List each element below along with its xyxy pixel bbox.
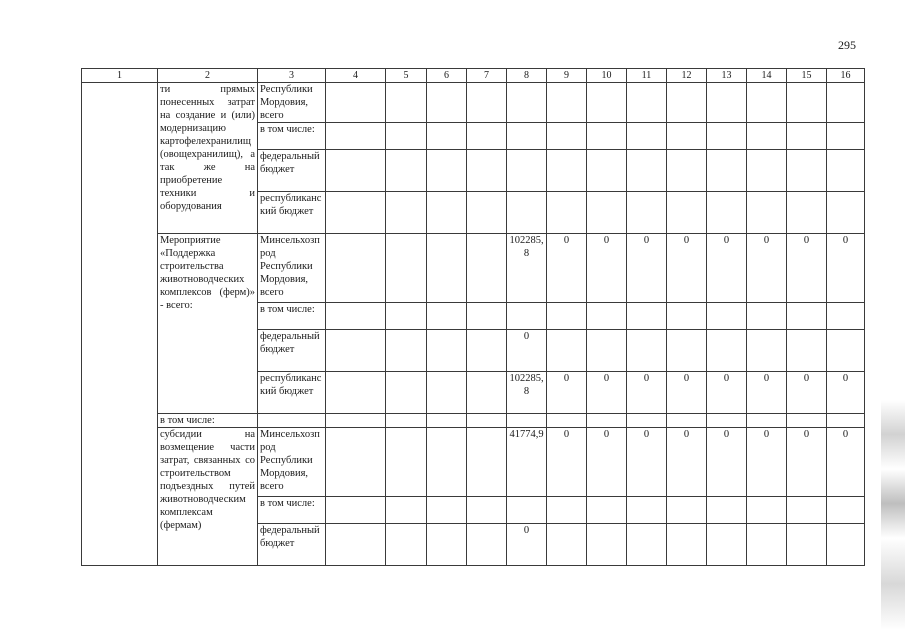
value-cell: 0 [707,372,747,414]
value-cell: 0 [587,234,627,303]
col1-empty-cell [82,83,158,566]
table-row [82,428,865,497]
col-header-7: 7 [467,69,507,83]
table-row [82,83,865,123]
value-cell: 0 [827,234,865,303]
col-header-5: 5 [386,69,427,83]
funding-source: в том числе: [258,303,326,330]
value-cell: 0 [787,428,827,497]
col-header-1: 1 [82,69,158,83]
funding-source: в том числе: [258,497,326,524]
funding-source: Минсельхозпрод Республики Мордовия, всего [258,234,326,303]
value-cell: 0 [707,428,747,497]
value-cell: 0 [547,372,587,414]
value-cell: 0 [747,234,787,303]
value-cell: 0 [667,428,707,497]
value-cell: 0 [707,234,747,303]
value-cell: 102285,8 [507,372,547,414]
col-header-2: 2 [158,69,258,83]
value-cell: 0 [787,234,827,303]
col-header-4: 4 [326,69,386,83]
funding-source: Республики Мордовия, всего [258,83,326,123]
scan-edge-marks [881,400,905,630]
value-cell: 0 [587,428,627,497]
column-number-row [82,69,865,83]
value-cell: 0 [507,524,547,566]
value-cell: 0 [787,372,827,414]
budget-table [81,68,865,566]
col-header-3: 3 [258,69,326,83]
measure-description: Мероприятие «Поддержка строительства животноводческих комплексов (ферм)» - всего: [158,234,258,414]
measure-description: ти прямых понесенных затрат на создание и (или) модернизацию картофелехранилищ (овощехранилищ), а так же на приобретение техники и оборудования [158,83,258,234]
funding-source: Минсельхозпрод Республики Мордовия, всего [258,428,326,497]
in-that-number-label: в том числе: [158,414,258,428]
col-header-14: 14 [747,69,787,83]
funding-source: федеральный бюджет [258,150,326,192]
col-header-15: 15 [787,69,827,83]
funding-source: федеральный бюджет [258,330,326,372]
value-cell: 0 [827,372,865,414]
value-cell: 41774,9 [507,428,547,497]
value-cell: 0 [747,372,787,414]
value-cell: 0 [627,372,667,414]
value-cell: 0 [587,372,627,414]
col-header-12: 12 [667,69,707,83]
table-row [82,414,865,428]
col-header-11: 11 [627,69,667,83]
value-cell: 0 [827,428,865,497]
value-cell: 0 [547,428,587,497]
value-cell: 0 [507,330,547,372]
col-header-16: 16 [827,69,865,83]
funding-source: федеральный бюджет [258,524,326,566]
funding-source: республиканский бюджет [258,192,326,234]
funding-source: в том числе: [258,123,326,150]
value-cell: 0 [667,372,707,414]
col-header-9: 9 [547,69,587,83]
value-cell: 0 [627,428,667,497]
value-cell: 0 [547,234,587,303]
value-cell: 0 [667,234,707,303]
col-header-6: 6 [427,69,467,83]
col-header-8: 8 [507,69,547,83]
value-cell: 0 [747,428,787,497]
page-number: 295 [838,38,856,52]
value-cell: 0 [627,234,667,303]
measure-description: субсидии на возмещение части затрат, связанных со строительством подъездных путей животноводческим комплексам (фермам) [158,428,258,566]
col-header-10: 10 [587,69,627,83]
col-header-13: 13 [707,69,747,83]
table-row [82,234,865,303]
value-cell: 102285,8 [507,234,547,303]
funding-source: республиканский бюджет [258,372,326,414]
